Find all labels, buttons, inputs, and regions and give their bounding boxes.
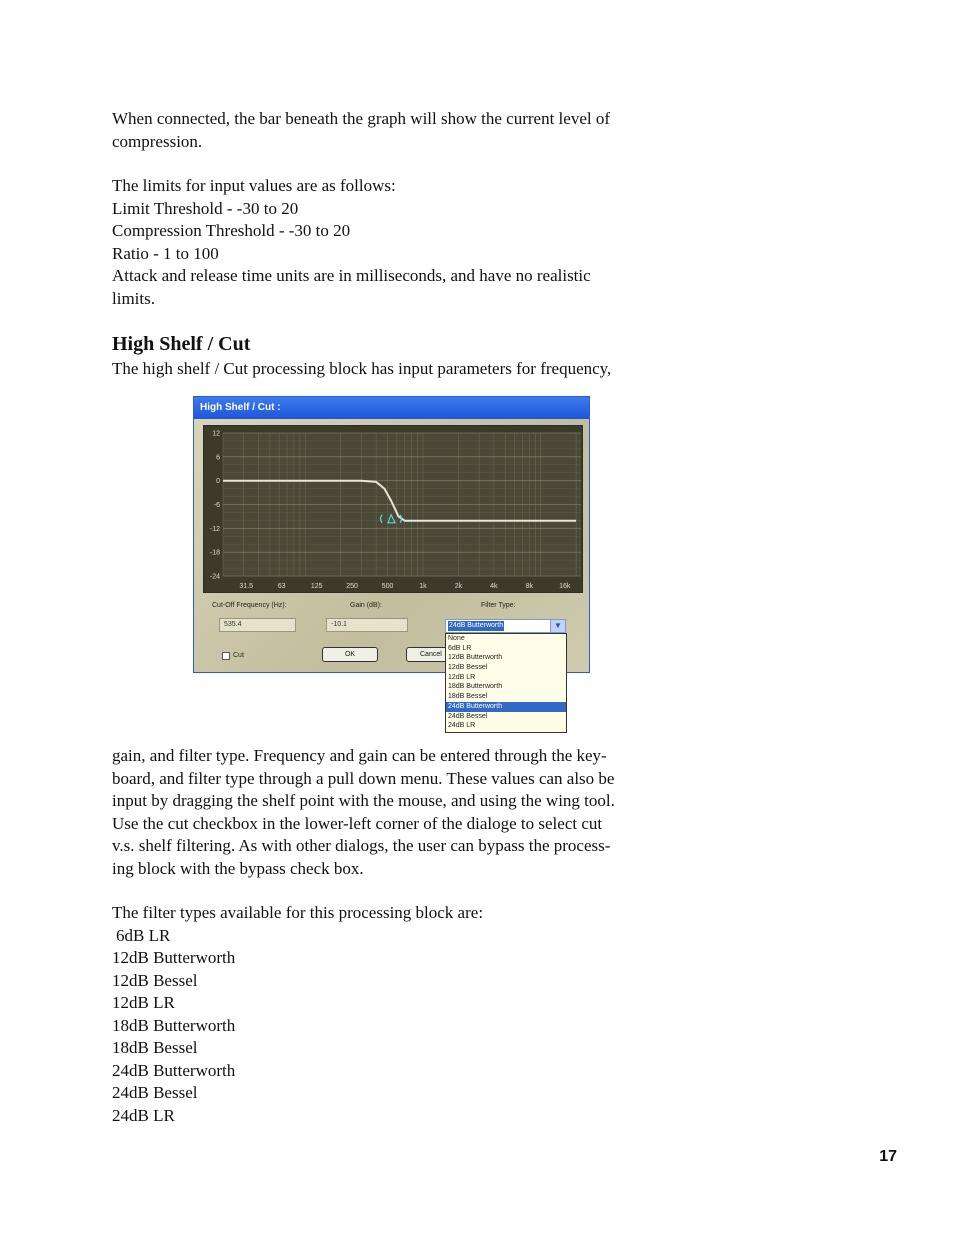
body-line: board, and filter type through a pull down menu. These values can also be [112, 768, 615, 788]
filter-option[interactable]: 24dB LR [448, 722, 476, 730]
limits-heading: The limits for input values are as follows: [112, 176, 396, 195]
filter-list-item: 24dB Butterworth [112, 1060, 236, 1080]
filter-option[interactable]: 18dB Bessel [448, 693, 488, 701]
y-tick-label: -18 [209, 549, 220, 557]
cut-checkbox[interactable] [222, 652, 230, 660]
body-line: gain, and filter type. Frequency and gain can be entered through the key- [112, 746, 607, 765]
filter-option[interactable]: None [448, 635, 465, 642]
body-paragraph [112, 745, 615, 880]
x-tick-label: 2k [454, 583, 463, 590]
cutoff-label: Cut-Off Frequency (Hz): [212, 602, 287, 609]
body-line: ing block with the bypass check box. [112, 858, 364, 878]
gain-input[interactable]: -10.1 [326, 618, 408, 632]
body-line: v.s. shelf filtering. As with other dialogs, the user can bypass the process- [112, 836, 611, 855]
filter-list-item: 12dB Butterworth [112, 948, 236, 967]
x-tick-label: 500 [381, 583, 394, 590]
x-tick-label: 125 [310, 583, 323, 590]
filter-type-select[interactable] [445, 619, 566, 633]
filter-option[interactable]: 12dB Butterworth [448, 654, 503, 662]
filter-type-label: Filter Type: [481, 602, 516, 609]
filter-type-dropdown[interactable] [445, 633, 567, 733]
frequency-response-graph[interactable] [203, 425, 583, 593]
chevron-down-icon[interactable]: ▼ [550, 620, 565, 632]
filter-list-item: 12dB Bessel [112, 970, 198, 990]
filter-list-item: 24dB Bessel [112, 1083, 198, 1102]
filter-list-heading: The filter types available for this processing block are: [112, 903, 484, 922]
limits-paragraph [112, 175, 591, 310]
intro-line: compression. [112, 131, 203, 151]
filter-list [112, 902, 483, 1127]
filter-list-item: 24dB LR [112, 1105, 175, 1125]
limits-line: Ratio - 1 to 100 [112, 243, 219, 263]
y-tick-label: -6 [213, 502, 220, 509]
section-title: High Shelf / Cut [112, 333, 251, 355]
body-line: input by dragging the shelf point with the mouse, and using the wing tool. [112, 791, 615, 810]
x-tick-label: 1k [419, 583, 427, 590]
y-tick-label: 12 [212, 430, 220, 438]
limits-line: Compression Threshold - -30 to 20 [112, 221, 351, 240]
filter-list-item: 6dB LR [116, 925, 171, 945]
filter-option[interactable]: 24dB Bessel [448, 712, 488, 720]
filter-option[interactable]: 24dB Butterworth [446, 702, 566, 712]
filter-option[interactable]: 12dB LR [448, 673, 476, 681]
filter-list-item: 18dB Bessel [112, 1038, 198, 1057]
y-tick-label: 0 [216, 478, 220, 486]
filter-option[interactable]: 18dB Butterworth [448, 683, 503, 691]
limits-line: limits. [112, 288, 155, 308]
section-lead [112, 358, 611, 381]
dialog-title: High Shelf / Cut : [194, 397, 589, 419]
filter-list-item: 12dB LR [112, 993, 175, 1012]
cut-checkbox-label: Cut [233, 652, 244, 659]
y-tick-label: -24 [209, 573, 220, 581]
gain-label: Gain (dB): [350, 602, 382, 609]
intro-line: When connected, the bar beneath the graph will show the current level of [112, 109, 610, 128]
limits-line: Attack and release time units are in milliseconds, and have no realistic [112, 266, 591, 285]
y-tick-label: 6 [216, 454, 220, 462]
y-tick-label: -12 [209, 525, 220, 533]
cutoff-frequency-input[interactable]: 535.4 [219, 618, 296, 632]
x-tick-label: 63 [277, 583, 286, 590]
x-tick-label: 16k [559, 583, 571, 590]
x-tick-label: 8k [525, 583, 533, 590]
section-lead-line: The high shelf / Cut processing block has input parameters for frequency, [112, 359, 612, 378]
x-tick-label: 4k [490, 583, 498, 590]
filter-option[interactable]: 6dB LR [448, 644, 472, 652]
filter-type-selected: 24dB Butterworth [449, 622, 504, 629]
x-tick-label: 31.5 [239, 583, 254, 590]
cancel-button[interactable]: Cancel [406, 647, 445, 662]
ok-button[interactable]: OK [322, 647, 378, 662]
page-number: 17 [879, 1148, 897, 1165]
limits-line: Limit Threshold - -30 to 20 [112, 198, 299, 218]
filter-list-item: 18dB Butterworth [112, 1015, 236, 1035]
x-tick-label: 250 [346, 583, 358, 590]
intro-paragraph [112, 108, 610, 153]
body-line: Use the cut checkbox in the lower-left corner of the dialoge to select cut [112, 813, 603, 833]
filter-option[interactable]: 12dB Bessel [448, 664, 488, 672]
